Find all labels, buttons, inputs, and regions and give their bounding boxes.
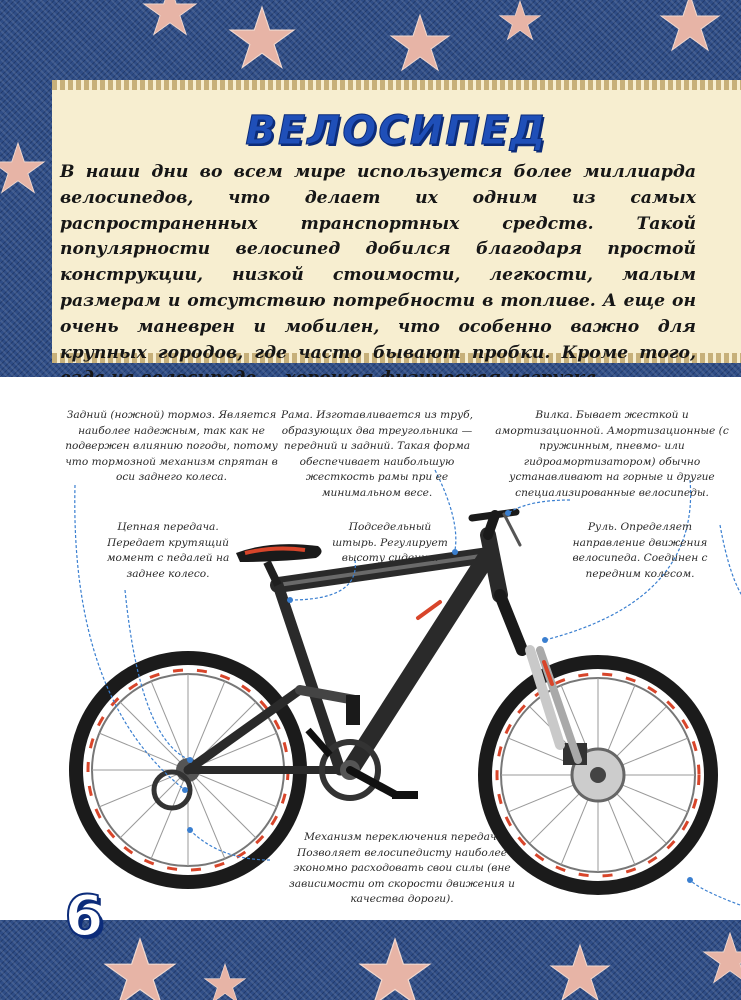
label-seat-post: Подседельный штырь. Регулирует высоту сидения.: [332, 521, 448, 565]
intro-paragraph: В наши дни во всем мире используется более миллиарда велосипедов, что делает их одним из самых распространенных транспортных средств. Такой популярности велосипед добился благодаря простой конструкции, низкой стоимости, легкости, малым размерам и отсутствию потребности в топливе. А еще он очень маневрен и мобилен, что особенно важно для крупных городов, где часто бывают пробки. Кроме того,: [60, 162, 696, 363]
label-handlebar: Руль. Определяет направление движения велосипеда. Соединен с передним колесом.: [572, 521, 708, 580]
label-gear-shifter: Механизм переключения передач. Позволяет велосипедисту наиболее экономно расходовать свои силы (вне зависимости от скорости движения и качества дороги).: [289, 831, 515, 906]
label-frame: Рама. Изготавливается из труб, образующих два треугольника — передний и задний. Такая форма обеспечивает наибольшую жесткость рамы при ее минимальном весе.: [280, 409, 473, 499]
label-fork: Вилка. Бывает жесткой и амортизационной. Амортизационные (с пружинным, пневмо- или гидроамортизатором) обычно устанавливают на горные и другие специализированные велосипеды.: [495, 409, 729, 499]
label-rear-brake: Задний (ножной) тормоз. Является наиболее надежным, так как не подвержен влиянию погоды, потому что тормозной механизм спрятан в оси заднего колеса.: [65, 409, 278, 484]
page-title: ВЕЛОСИПЕД: [245, 108, 548, 154]
page-number: 6: [64, 884, 104, 949]
label-chain-drive: Цепная передача. Передает крутящий момент с педалей на заднее колесо.: [106, 521, 230, 580]
bike-frame: [188, 535, 578, 770]
